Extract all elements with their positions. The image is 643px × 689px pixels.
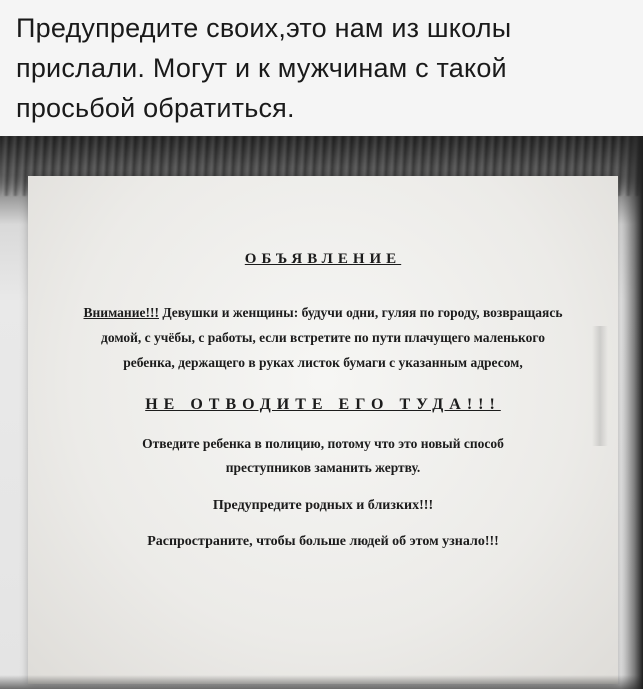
notice-attention: Внимание!!! — [83, 305, 159, 320]
caption-line-2: прислали. Могут и к мужчинам с такой — [16, 53, 507, 83]
paper-sheet — [28, 176, 618, 684]
notice-paragraph-1 — [28, 300, 618, 375]
notice-paragraph-1-text: Девушки и женщины: будучи одни, гуляя по городу, возвращаясь домой, с учёбы, с работы, если встретите по пути плачущего маленького ребенка, держащего в руках листок бумаги с указанным адресом, — [101, 305, 563, 370]
notice-warning: НЕ ОТВОДИТЕ ЕГО ТУДА!!! — [145, 396, 501, 413]
notice-paragraph-4: Распространите, чтобы больше людей об этом узнало!!! — [147, 534, 499, 549]
photo-bottom-shadow — [0, 675, 643, 689]
notice-paragraph-2: Отведите ребенка в полицию, потому что это новый способ преступников заманить жертву. — [142, 436, 504, 475]
notice-heading: ОБЪЯВЛЕНИЕ — [244, 251, 402, 267]
notice-paragraph-3: Предупредите родных и близких!!! — [212, 498, 434, 513]
photo-right-shadow — [621, 136, 643, 689]
caption-line-1: Предупредите своих,это нам из школы — [16, 13, 512, 43]
notice-photo — [0, 136, 643, 689]
caption-line-3: просьбой обратиться. — [16, 93, 295, 123]
post-caption — [0, 0, 643, 136]
